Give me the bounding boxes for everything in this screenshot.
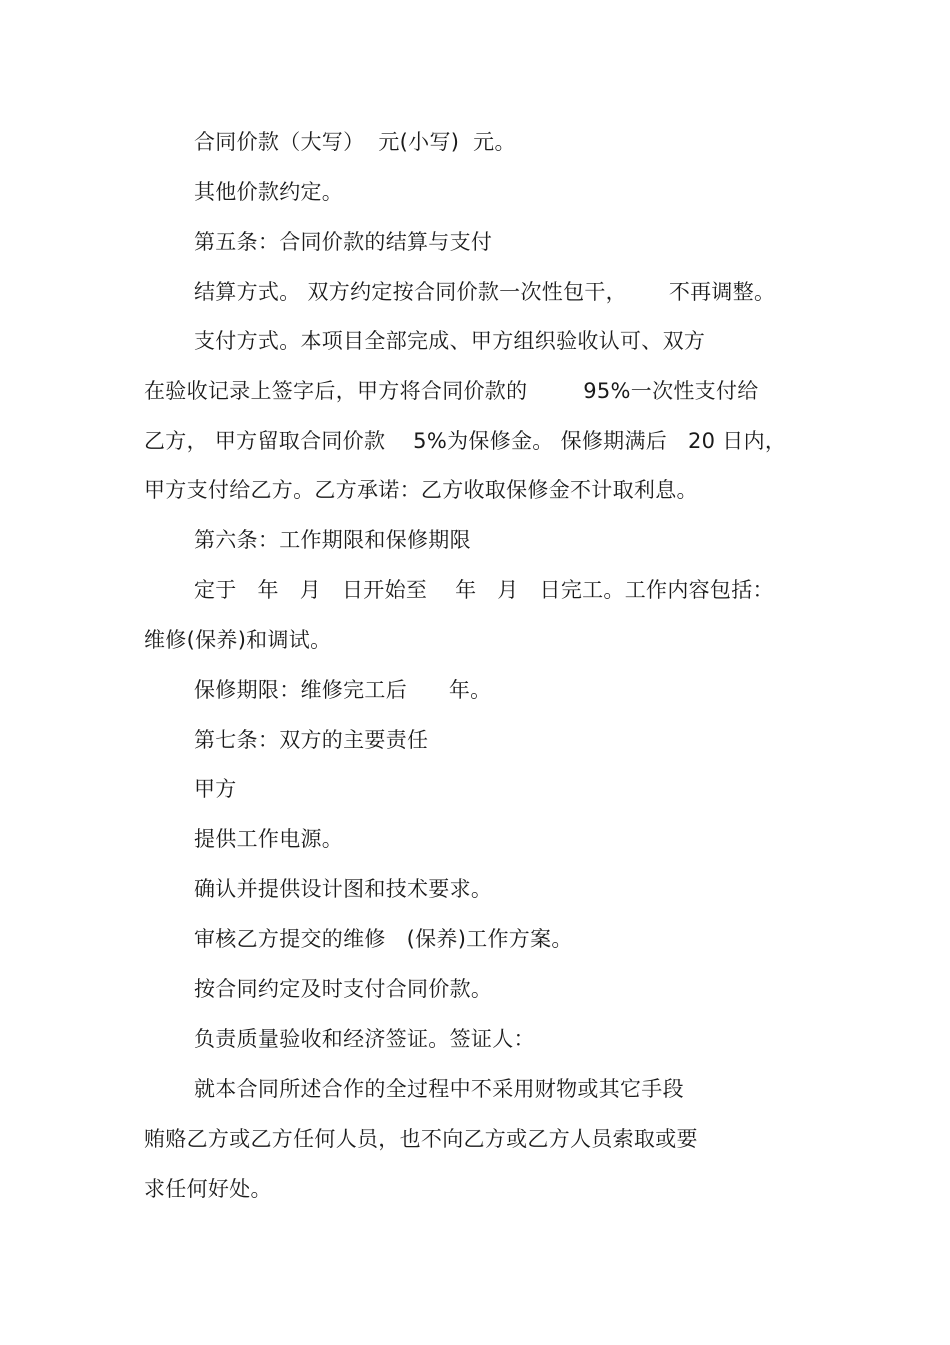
anti-bribery-line-2: 贿赂乙方或乙方任何人员，也不向乙方或乙方人员索取或要	[144, 1127, 698, 1151]
payment-detail-line-2: 乙方， 甲方留取合同价款 5%为保修金。 保修期满后 20 日内，	[144, 429, 787, 453]
party-a-duty-2: 确认并提供设计图和技术要求。	[194, 877, 493, 901]
article-5-heading: 第五条：合同价款的结算与支付	[194, 230, 493, 254]
work-content-line: 维修(保养)和调试。	[144, 628, 332, 652]
settlement-method-line: 结算方式。 双方约定按合同价款一次性包干， 不再调整。	[194, 280, 776, 304]
party-a-duty-3: 审核乙方提交的维修 (保养)工作方案。	[194, 927, 573, 951]
anti-bribery-line-3: 求任何好处。	[144, 1177, 272, 1201]
warranty-period-line: 保修期限：维修完工后 年。	[194, 678, 492, 702]
work-period-line: 定于 年 月 日开始至 年 月 日完工。工作内容包括：	[194, 578, 774, 602]
article-7-heading: 第七条：双方的主要责任	[194, 728, 429, 752]
party-a-duty-5: 负责质量验收和经济签证。签证人：	[194, 1027, 535, 1051]
other-price-line: 其他价款约定。	[194, 180, 344, 204]
party-a-duty-4: 按合同约定及时支付合同价款。	[194, 977, 493, 1001]
anti-bribery-line-1: 就本合同所述合作的全过程中不采用财物或其它手段	[194, 1077, 684, 1101]
payment-method-line: 支付方式。本项目全部完成、甲方组织验收认可、双方	[194, 329, 706, 353]
party-a-heading: 甲方	[194, 777, 237, 801]
payment-detail-line-1: 在验收记录上签字后，甲方将合同价款的 95%一次性支付给	[144, 379, 759, 403]
party-a-duty-1: 提供工作电源。	[194, 827, 344, 851]
article-6-heading: 第六条：工作期限和保修期限	[194, 528, 471, 552]
payment-detail-line-3: 甲方支付给乙方。乙方承诺：乙方收取保修金不计取利息。	[144, 478, 698, 502]
contract-price-line: 合同价款（大写） 元(小写) 元。	[194, 130, 516, 154]
